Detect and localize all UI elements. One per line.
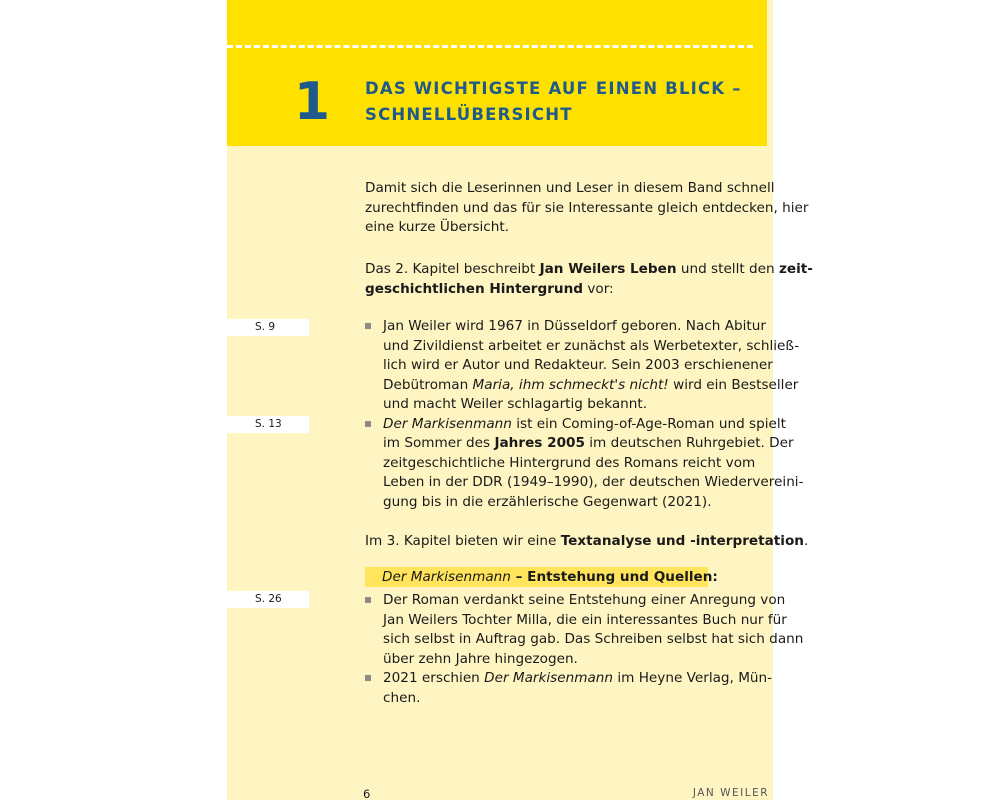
list-item-line: und macht Weiler schlagartig bekannt. <box>383 396 648 412</box>
margin-page-ref: S. 9 <box>227 319 309 336</box>
margin-page-ref: S. 26 <box>227 591 309 608</box>
chapter-title-line-2: SCHNELLÜBERSICHT <box>365 105 573 124</box>
list-item-line: zeitgeschichtliche Hintergrund des Romans reicht vom <box>383 454 756 471</box>
book-page <box>227 0 813 800</box>
text-run: Das 2. Kapitel beschreibt <box>365 261 540 277</box>
chapter-header-band <box>227 0 767 146</box>
list-item-line: Jan Weiler wird 1967 in Düsseldorf geboren. Nach Abitur <box>383 318 766 334</box>
chapter3-intro-line <box>365 532 809 552</box>
chapter3-intro <box>365 532 809 552</box>
text-run: wird ein Bestseller <box>668 376 799 393</box>
book-title: Der Markisenmann <box>383 415 512 432</box>
intro-paragraph <box>365 179 809 238</box>
intro-line: zurechtfinden und das für sie Interessante gleich entdecken, hier <box>365 199 809 216</box>
bold-run: Textanalyse und -interpretation <box>560 533 804 549</box>
list-item-line: Jan Weilers Tochter Milla, die ein interessantes Buch nur für <box>383 611 787 628</box>
chapter-title <box>365 76 765 128</box>
intro-line: Damit sich die Leserinnen und Leser in diesem Band schnell <box>365 180 775 196</box>
list-item-line <box>383 669 773 689</box>
text-run: Debütroman <box>383 376 473 393</box>
bold-run: geschichtlichen Hintergrund <box>365 280 584 297</box>
list-item <box>365 591 804 669</box>
list-item <box>365 317 800 415</box>
chapter2-intro-line <box>365 260 813 280</box>
bold-run: zeit- <box>778 261 813 277</box>
list-item <box>365 415 804 513</box>
bullet-list-chapter3 <box>365 591 804 708</box>
text-run: im Sommer des <box>383 435 495 451</box>
margin-page-ref: S. 13 <box>227 416 309 433</box>
list-item-line: und Zivildienst arbeitet er zunächst als Werbetexter, schließ- <box>383 337 800 354</box>
text-run: und stellt den <box>676 261 779 277</box>
book-title: Der Markisenmann <box>484 670 614 686</box>
list-item-line: gung bis in die erzählerische Gegenwart (2021). <box>383 493 712 510</box>
list-item-line: Der Roman verdankt seine Entstehung einer Anregung von <box>383 592 786 608</box>
square-bullet-icon <box>365 597 371 603</box>
page-number: 6 <box>363 787 371 801</box>
text-run: ist ein Coming-of-Age-Roman und spielt <box>511 415 787 432</box>
section-heading <box>382 567 718 587</box>
section-heading-text: – Entstehung und Quellen: <box>510 569 718 585</box>
intro-line: eine kurze Übersicht. <box>365 219 510 235</box>
list-item-line <box>383 376 799 396</box>
list-item <box>365 669 773 708</box>
text-run: im Heyne Verlag, Mün- <box>613 670 773 686</box>
list-item-line <box>383 415 787 435</box>
list-item-line: lich wird er Autor und Redakteur. Sein 2003 erschienener <box>383 357 773 373</box>
book-title: Der Markisenmann <box>382 569 511 585</box>
book-title: Maria, ihm schmeckt's nicht! <box>472 376 669 393</box>
square-bullet-icon <box>365 675 371 681</box>
bold-run: Jahres 2005 <box>494 435 585 451</box>
list-item-line: über zehn Jahre hingezogen. <box>383 650 578 667</box>
text-run: im deutschen Ruhrgebiet. Der <box>584 435 794 451</box>
text-run: Im 3. Kapitel bieten wir eine <box>365 533 561 549</box>
text-run: 2021 erschien <box>383 670 485 686</box>
running-footer-author: JAN WEILER <box>692 787 769 799</box>
chapter-number: 1 <box>293 72 331 132</box>
bold-run: Jan Weilers Leben <box>539 261 677 277</box>
dashed-divider <box>227 45 753 48</box>
bullet-list-chapter2 <box>365 317 804 512</box>
text-run: . <box>803 533 809 549</box>
text-run: vor: <box>583 280 614 297</box>
square-bullet-icon <box>365 323 371 329</box>
list-item-line <box>383 434 794 454</box>
chapter-title-line-1: DAS WICHTIGSTE AUF EINEN BLICK – <box>365 79 742 98</box>
list-item-line: chen. <box>383 689 421 706</box>
list-item-line: Leben in der DDR (1949–1990), der deutschen Wiedervereini- <box>383 474 804 490</box>
square-bullet-icon <box>365 421 371 427</box>
chapter2-intro-line <box>365 280 770 300</box>
list-item-line: sich selbst in Auftrag gab. Das Schreiben selbst hat sich dann <box>383 631 804 647</box>
chapter2-intro <box>365 260 813 299</box>
